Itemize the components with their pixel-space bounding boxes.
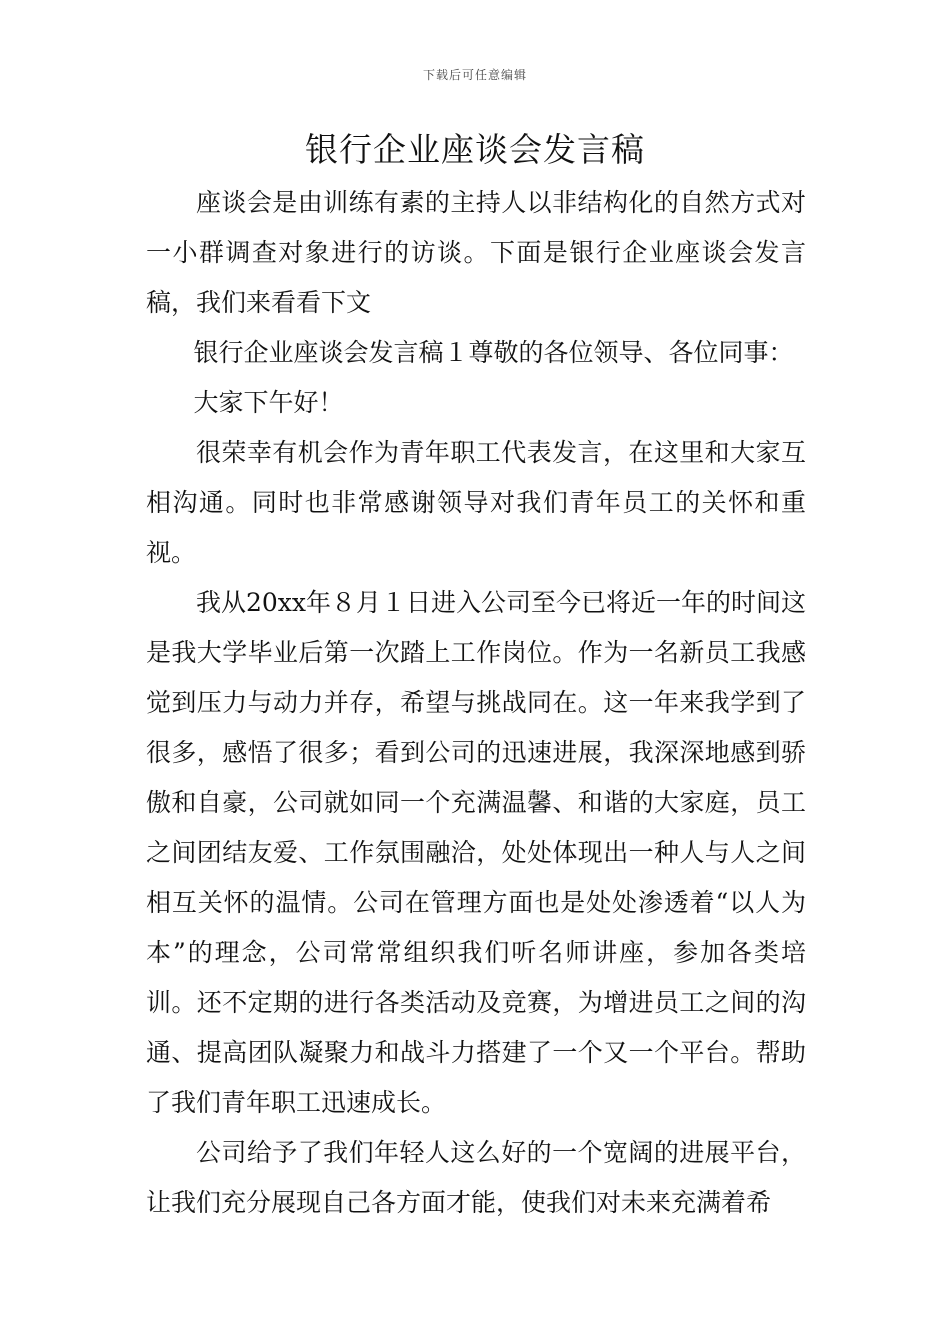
paragraph-greeting: 大家下午好！ bbox=[193, 388, 344, 417]
paragraph-honor: 很荣幸有机会作为青年职工代表发言，在这里和大家互相沟通。同时也非常感谢领导对我们青年员工的关怀和重视。 bbox=[146, 438, 806, 567]
paragraph-speech-heading: 银行企业座谈会发言稿１尊敬的各位领导、各位同事： bbox=[193, 338, 794, 367]
paragraph-platform: 公司给予了我们年轻人这么好的一个宽阔的进展平台，让我们充分展现自己各方面才能，使我们对未来充满着希 bbox=[146, 1138, 806, 1217]
paragraph-experience: 我从20xx年８月１日进入公司至今已将近一年的时间这是我大学毕业后第一次踏上工作岗位。作为一名新员工我感觉到压力与动力并存，希望与挑战同在。这一年来我学到了很多，感悟了很多；看到公司的迅速进展，我深深地感到骄傲和自豪，公司就如同一个充满温馨、和谐的大家庭，员工之间团结友爱、工作氛围融洽，处处体现出一种人与人之间相互关怀的温情。公司在管理方面也是处处渗透着“以人为本”的理念，公司常常组织我们听名师讲座，参加各类培训。还不定期的进行各类活动及竞赛，为增进员工之间的沟通、提高团队凝聚力和战斗力搭建了一个又一个平台。帮助了我们青年职工迅速成长。 bbox=[146, 588, 807, 1117]
header-note: 下载后可任意编辑 bbox=[422, 68, 527, 82]
document-title: 银行企业座谈会发言稿 bbox=[305, 130, 645, 169]
document-body bbox=[146, 178, 806, 1228]
paragraph-intro: 座谈会是由训练有素的主持人以非结构化的自然方式对一小群调查对象进行的访谈。下面是银行企业座谈会发言稿，我们来看看下文 bbox=[146, 188, 806, 317]
